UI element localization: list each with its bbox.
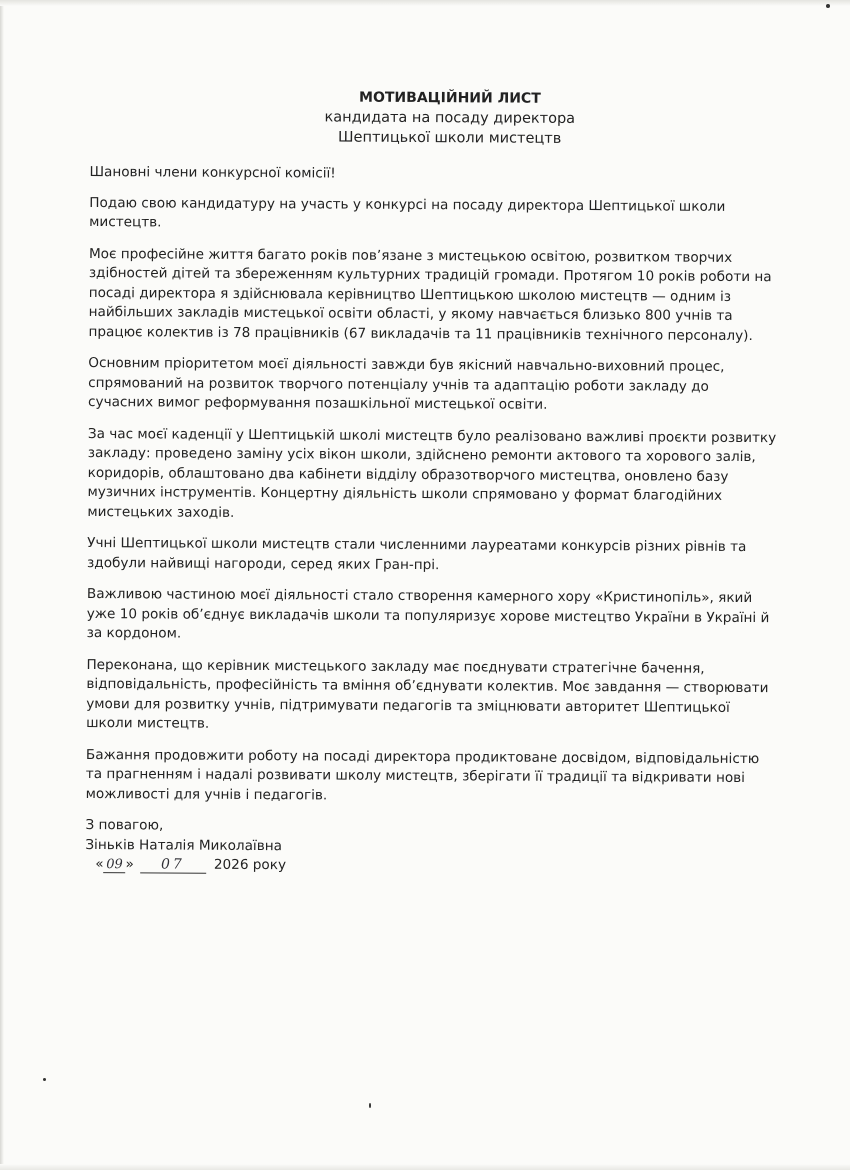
scan-speck bbox=[43, 1078, 46, 1081]
date-year: 2026 року bbox=[213, 856, 287, 874]
letter-date bbox=[95, 855, 775, 879]
scan-edge-left bbox=[0, 0, 4, 1170]
letter-subtitle-line-1: кандидата на посаду директора bbox=[324, 109, 576, 127]
letter-greeting: Шановні члени конкурсної комісії! bbox=[89, 163, 336, 182]
letter-signatory: Зіньків Наталія Миколаївна bbox=[85, 836, 283, 854]
date-close-quote: » bbox=[125, 856, 134, 873]
letter-paragraph-4: За час моєї каденції у Шептицькій школі мистецтв було реалізовано важливі проєкти розвитку закладу: проведено заміну усіх вікон школи, здійснено ремонти актового та хорового залів, коридорів, облаштовано два кабінети відділу образотворчого мистецтва, оновлено базу музичних інструментів. Концертну діяльність школи спрямовано у формат благодійних мистецьких заходів. bbox=[87, 425, 777, 521]
letter-paragraph-5: Учні Шептицької школи мистецтв стали численними лауреатами конкурсів різних рівнів та здобули найвищі нагороди, серед яких Гран-прі. bbox=[87, 534, 747, 573]
letter-body bbox=[86, 163, 780, 808]
letter-paragraph-8: Бажання продовжити роботу на посаді директора продиктоване досвідом, відповідальністю та прагненням і надалі розвивати школу мистецтв, зберігати її традиції та відкривати нові можливості для учнів і педагогів. bbox=[85, 746, 760, 803]
scan-speck bbox=[369, 1103, 371, 1108]
letter-heading bbox=[120, 86, 780, 150]
letter-closing-block bbox=[85, 816, 775, 879]
letter-paragraph-1: Подаю свою кандидатуру на участь у конкурсі на посаду директора Шептицької школи мистецтв. bbox=[89, 194, 726, 231]
letter-paragraph-7: Переконана, що керівник мистецького закладу має поєднувати стратегічне бачення, відповідальність, професійність та вміння об’єднувати колектив. Моє завдання — створювати умови для розвитку учнів, підтримувати педагогів та зміцнювати авторитет Шептицької школи мистецтв. bbox=[86, 656, 769, 732]
date-day-handwritten: 09 bbox=[104, 857, 126, 873]
letter-paragraph-6: Важливою частиною моєї діяльності стало створення камерного хору «Кристинопіль», який уже 10 років об’єднує викладачів школи та популяризує хорове мистецтво України в Україні й за кордоном. bbox=[86, 585, 770, 642]
scan-speck bbox=[826, 4, 830, 8]
scan-edge-bottom bbox=[0, 1164, 850, 1170]
letter-title: МОТИВАЦІЙНИЙ ЛИСТ bbox=[359, 89, 541, 107]
letter-paragraph-2: Моє професійне життя багато років пов’язане з мистецькою освітою, розвитком творчих здібностей дітей та збереженням культурних традицій громади. Протягом 10 років роботи на посаді директора я здійснювала керівництво Шептицькою школою мистецтв — одним із найбільших закладів мистецької освіти області, у якому навчається близько 800 учнів та працює колектив із 78 працівників (67 викладачів та 11 працівників технічного персоналу). bbox=[88, 245, 772, 344]
scan-edge-top bbox=[0, 0, 850, 6]
date-open-quote: « bbox=[95, 856, 104, 873]
letter-closing: З повагою, bbox=[85, 816, 164, 834]
letter-subtitle-line-2: Шептицької школи мистецтв bbox=[338, 129, 562, 147]
letter-page bbox=[85, 86, 780, 879]
date-month-handwritten: 07 bbox=[140, 857, 206, 873]
letter-paragraph-3: Основним пріоритетом моєї діяльності завжди був якісний навчально-виховний процес, спрямований на розвиток творчого потенціалу учнів та адаптацію роботи закладу до сучасних вимог реформування позашкільної мистецької освіти. bbox=[88, 354, 725, 413]
